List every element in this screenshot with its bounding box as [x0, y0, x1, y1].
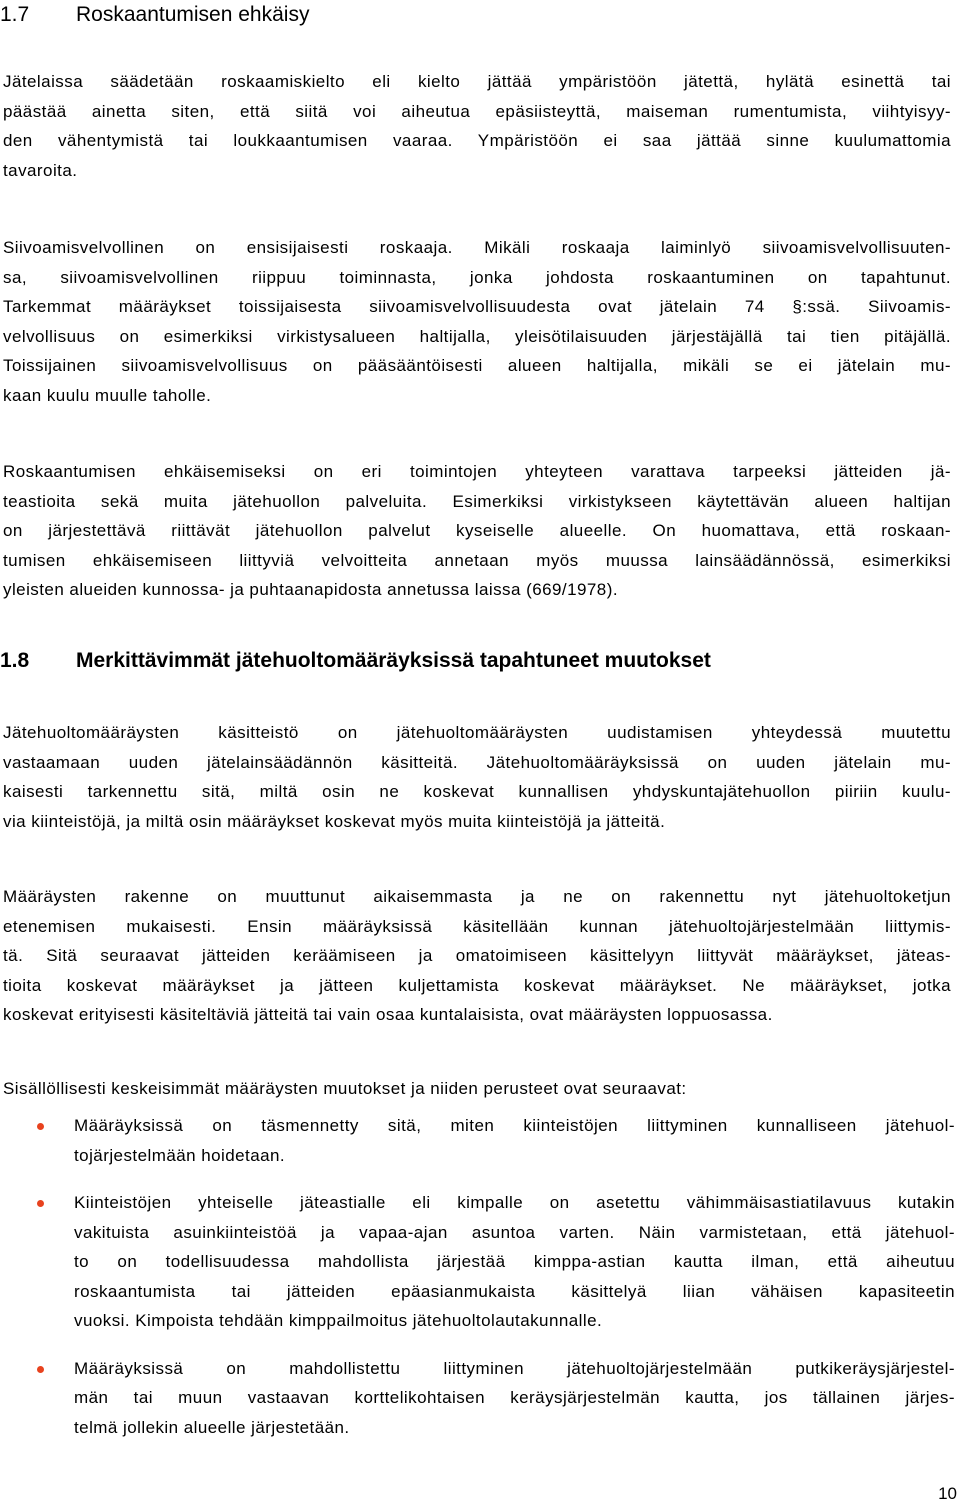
paragraph-cleaning-duty	[3, 233, 951, 410]
list-item	[0, 1188, 955, 1336]
text-line: vastaamaan uuden jätelainsäädännön käsitteitä. Jätehuoltomääräyksissä on uuden jätelain mu-	[3, 752, 951, 772]
text-line: tavaroita.	[3, 160, 78, 180]
paragraph-littering-ban	[3, 67, 951, 185]
text-line: vuoksi. Kimpoista tehdään kimppailmoitus jätehuoltolautakunnalle.	[74, 1311, 603, 1330]
section-heading-1-8	[0, 648, 711, 674]
text-line: den vähentymistä tai loukkaantumisen vaaraa. Ympäristöön ei saa jättää sinne kuulumattomia	[3, 131, 951, 150]
text-line: etenemisen mukaisesti. Ensin määräyksissä käsitellään kunnan jätehuoltojärjestelmään liittymis-	[3, 916, 951, 936]
text-line: tumisen ehkäisemiseen liittyviä velvoitteita annetaan myös muussa lainsäädännössä, esimerkiksi	[3, 550, 951, 570]
section-title: Roskaantumisen ehkäisy	[76, 3, 310, 26]
page-number: 10	[938, 1484, 957, 1503]
text-line: päästää ainetta siten, että siitä voi aiheutua epäsiisteyttä, maiseman rumentumista, viihtyisyy-	[3, 101, 951, 121]
section-title: Merkittävimmät jätehuoltomääräyksissä tapahtuneet muutokset	[76, 649, 711, 672]
text-line: telmä jollekin alueelle järjestetään.	[74, 1417, 350, 1437]
text-line: Sisällöllisesti keskeisimmät määräysten muutokset ja niiden perusteet ovat seuraavat:	[3, 1079, 687, 1098]
changes-list	[0, 1111, 955, 1460]
text-line: Tarkemmat määräykset toissijaisesta siivoamisvelvollisuudesta ovat jätelain 74 §:ssä. Siivoamis-	[3, 297, 951, 316]
section-number: 1.7	[0, 3, 30, 26]
text-line: sa, siivoamisvelvollinen riippuu toiminnasta, jonka johdosta roskaantuminen on tapahtunut.	[3, 267, 951, 287]
text-line: teastioita sekä muita jätehuollon palveluita. Esimerkiksi virkistykseen käytettävän alueen haltijan	[3, 491, 951, 511]
text-line: Jätelaissa säädetään roskaamiskielto eli kielto jättää ympäristöön jätettä, hylätä esinettä tai	[3, 72, 951, 91]
text-line: koskevat erityisesti käsiteltäviä jätteitä tai vain osaa kuntalaisista, ovat määräysten loppuosassa.	[3, 1005, 773, 1024]
text-line: velvollisuus on esimerkiksi virkistysalueen haltijalla, yleisötilaisuuden järjestäjällä tai tien pitäjällä.	[3, 326, 951, 346]
text-line: roskaantumista tai jätteiden epäasianmukaista käsittelyä liian vähäisen kapasiteetin	[74, 1281, 955, 1301]
paragraph-concepts	[3, 718, 951, 836]
text-line: tä. Sitä seuraavat jätteiden keräämiseen ja omatoimiseen käsittelyyn liittyvät määräykset, jäteas-	[3, 946, 951, 965]
text-line: Määräyksissä on mahdollistettu liittyminen jätehuoltojärjestelmään putkikeräysjärjestel-	[74, 1358, 955, 1378]
text-line: Määräysten rakenne on muuttunut aikaisemmasta ja ne on rakennettu nyt jätehuoltoketjun	[3, 887, 951, 906]
bullet-dot-icon	[37, 1366, 44, 1373]
text-line: tojärjestelmään hoidetaan.	[74, 1145, 286, 1165]
text-line: on järjestettävä riittävät jätehuollon palvelut kyseiselle alueelle. On huomattava, että roskaan-	[3, 521, 951, 540]
list-item	[0, 1111, 955, 1170]
section-heading-1-7	[0, 2, 309, 28]
text-line: tioita koskevat määräykset ja jätteen kuljettamista koskevat määräykset. Ne määräykset, jotka	[3, 975, 951, 995]
paragraph-structure	[3, 882, 951, 1030]
text-line: män tai muun vastaavan korttelikohtaisen keräysjärjestelmän kautta, jos tällainen järjes-	[74, 1388, 955, 1407]
text-line: yleisten alueiden kunnossa- ja puhtaanapidosta annetussa laissa (669/1978).	[3, 580, 618, 599]
text-line: Jätehuoltomääräysten käsitteistö on jätehuoltomääräysten uudistamisen yhteydessä muutettu	[3, 723, 951, 742]
text-line: Siivoamisvelvollinen on ensisijaisesti roskaaja. Mikäli roskaaja laiminlyö siivoamisvelvollisuuten-	[3, 238, 951, 257]
bullet-dot-icon	[37, 1200, 44, 1207]
text-line: Roskaantumisen ehkäisemiseksi on eri toimintojen yhteyteen varattava tarpeeksi jätteiden jä-	[3, 462, 951, 481]
bullet-dot-icon	[37, 1123, 44, 1130]
text-line: via kiinteistöjä, ja miltä osin määräykset koskevat myös muita kiinteistöjä ja jätteitä.	[3, 811, 666, 831]
paragraph-changes-intro	[3, 1074, 951, 1104]
text-line: to on todellisuudessa mahdollista järjestää kimppa-astian kautta ilman, että aiheutuu	[74, 1252, 955, 1271]
text-line: kaan kuulu muulle taholle.	[3, 385, 212, 405]
text-line: kaisesti tarkennettu sitä, miltä osin ne koskevat kunnallisen yhdyskuntajätehuollon piiriin kuulu-	[3, 782, 951, 801]
text-line: vakituista asuinkiinteistöä ja vapaa-ajan asuntoa varten. Näin varmistetaan, että jätehuol-	[74, 1222, 955, 1242]
list-item	[0, 1354, 955, 1443]
paragraph-prevention	[3, 457, 951, 605]
text-line: Toissijainen siivoamisvelvollisuus on pääsääntöisesti alueen haltijalla, mikäli se ei jätelain mu-	[3, 356, 951, 375]
text-line: Määräyksissä on täsmennetty sitä, miten kiinteistöjen liittyminen kunnalliseen jätehuol-	[74, 1116, 955, 1135]
section-number: 1.8	[0, 649, 30, 672]
text-line: Kiinteistöjen yhteiselle jäteastialle eli kimpalle on asetettu vähimmäisastiatilavuus kutakin	[74, 1193, 955, 1212]
